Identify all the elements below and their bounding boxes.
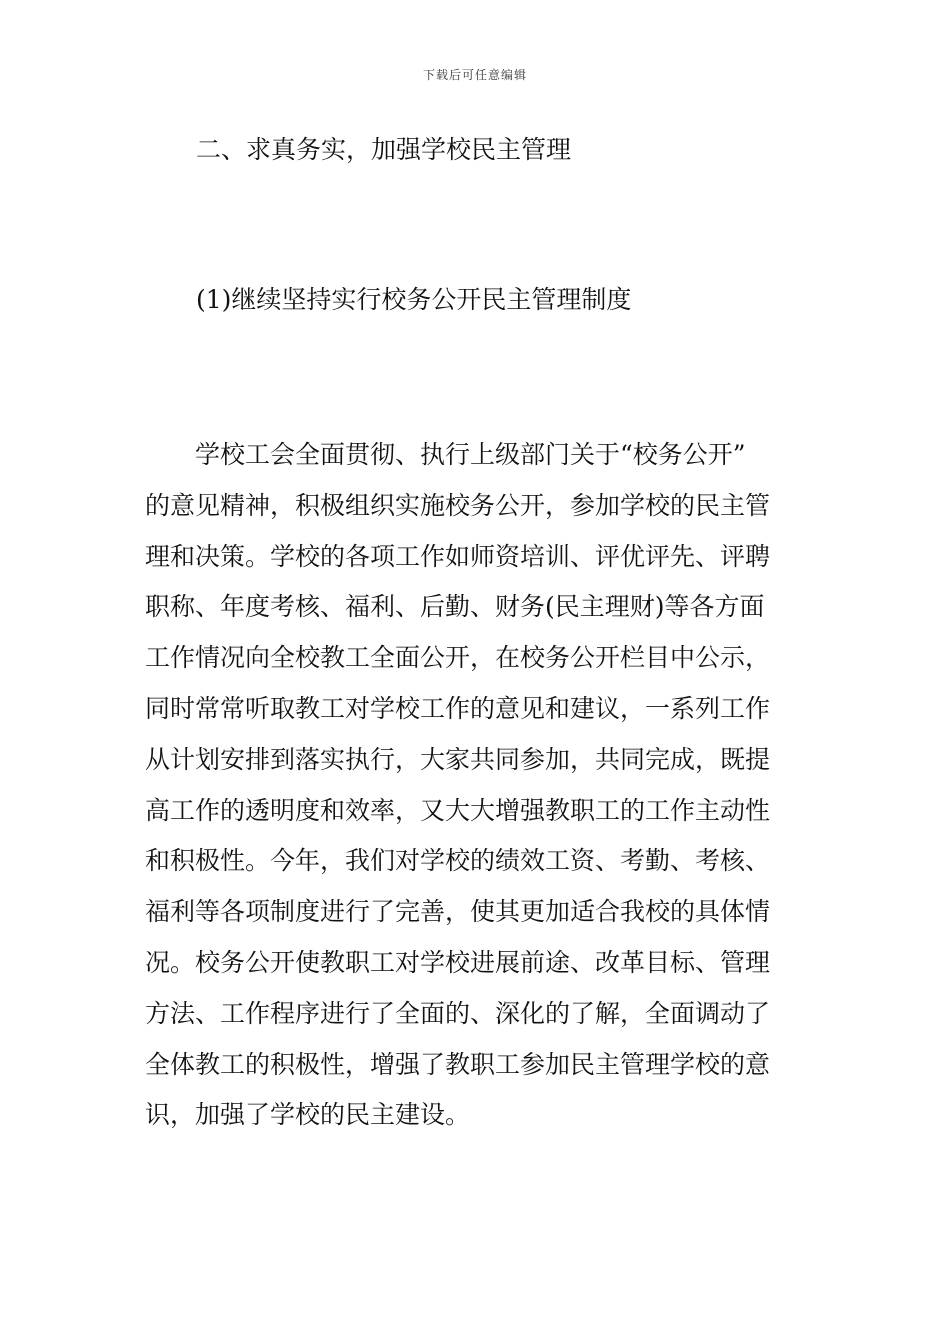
- paragraph-line: 工作情况向全校教工全面公开，在校务公开栏目中公示，: [145, 643, 771, 673]
- paragraph-line: 职称、年度考核、福利、后勤、财务(民主理财)等各方面: [145, 592, 765, 622]
- paragraph-line: 和积极性。今年，我们对学校的绩效工资、考勤、考核、: [145, 846, 771, 876]
- paragraph-line: 从计划安排到落实执行，大家共同参加，共同完成，既提: [145, 744, 771, 774]
- section-heading: 二、求真务实，加强学校民主管理: [196, 135, 572, 164]
- paragraph-line: 况。校务公开使教职工对学校进展前途、改革目标、管理: [145, 947, 771, 977]
- paragraph-line: 高工作的透明度和效率，又大大增强教职工的工作主动性: [145, 795, 771, 825]
- subsection-heading: (1)继续坚持实行校务公开民主管理制度: [196, 285, 632, 314]
- paragraph-line: 福利等各项制度进行了完善，使其更加适合我校的具体情: [145, 897, 771, 927]
- paragraph-line: 同时常常听取教工对学校工作的意见和建议，一系列工作: [145, 693, 771, 723]
- body-paragraph: [145, 430, 810, 1141]
- paragraph-line: 的意见精神，积极组织实施校务公开，参加学校的民主管: [145, 490, 771, 520]
- paragraph-line: 识，加强了学校的民主建设。: [145, 1100, 471, 1130]
- paragraph-line: 全体教工的积极性，增强了教职工参加民主管理学校的意: [145, 1049, 771, 1079]
- paragraph-line: 理和决策。学校的各项工作如师资培训、评优评先、评聘: [145, 541, 771, 571]
- header-note: 下载后可任意编辑: [422, 68, 527, 82]
- paragraph-line: 方法、工作程序进行了全面的、深化的了解，全面调动了: [145, 998, 771, 1028]
- paragraph-line: 学校工会全面贯彻、执行上级部门关于“校务公开”: [145, 440, 746, 469]
